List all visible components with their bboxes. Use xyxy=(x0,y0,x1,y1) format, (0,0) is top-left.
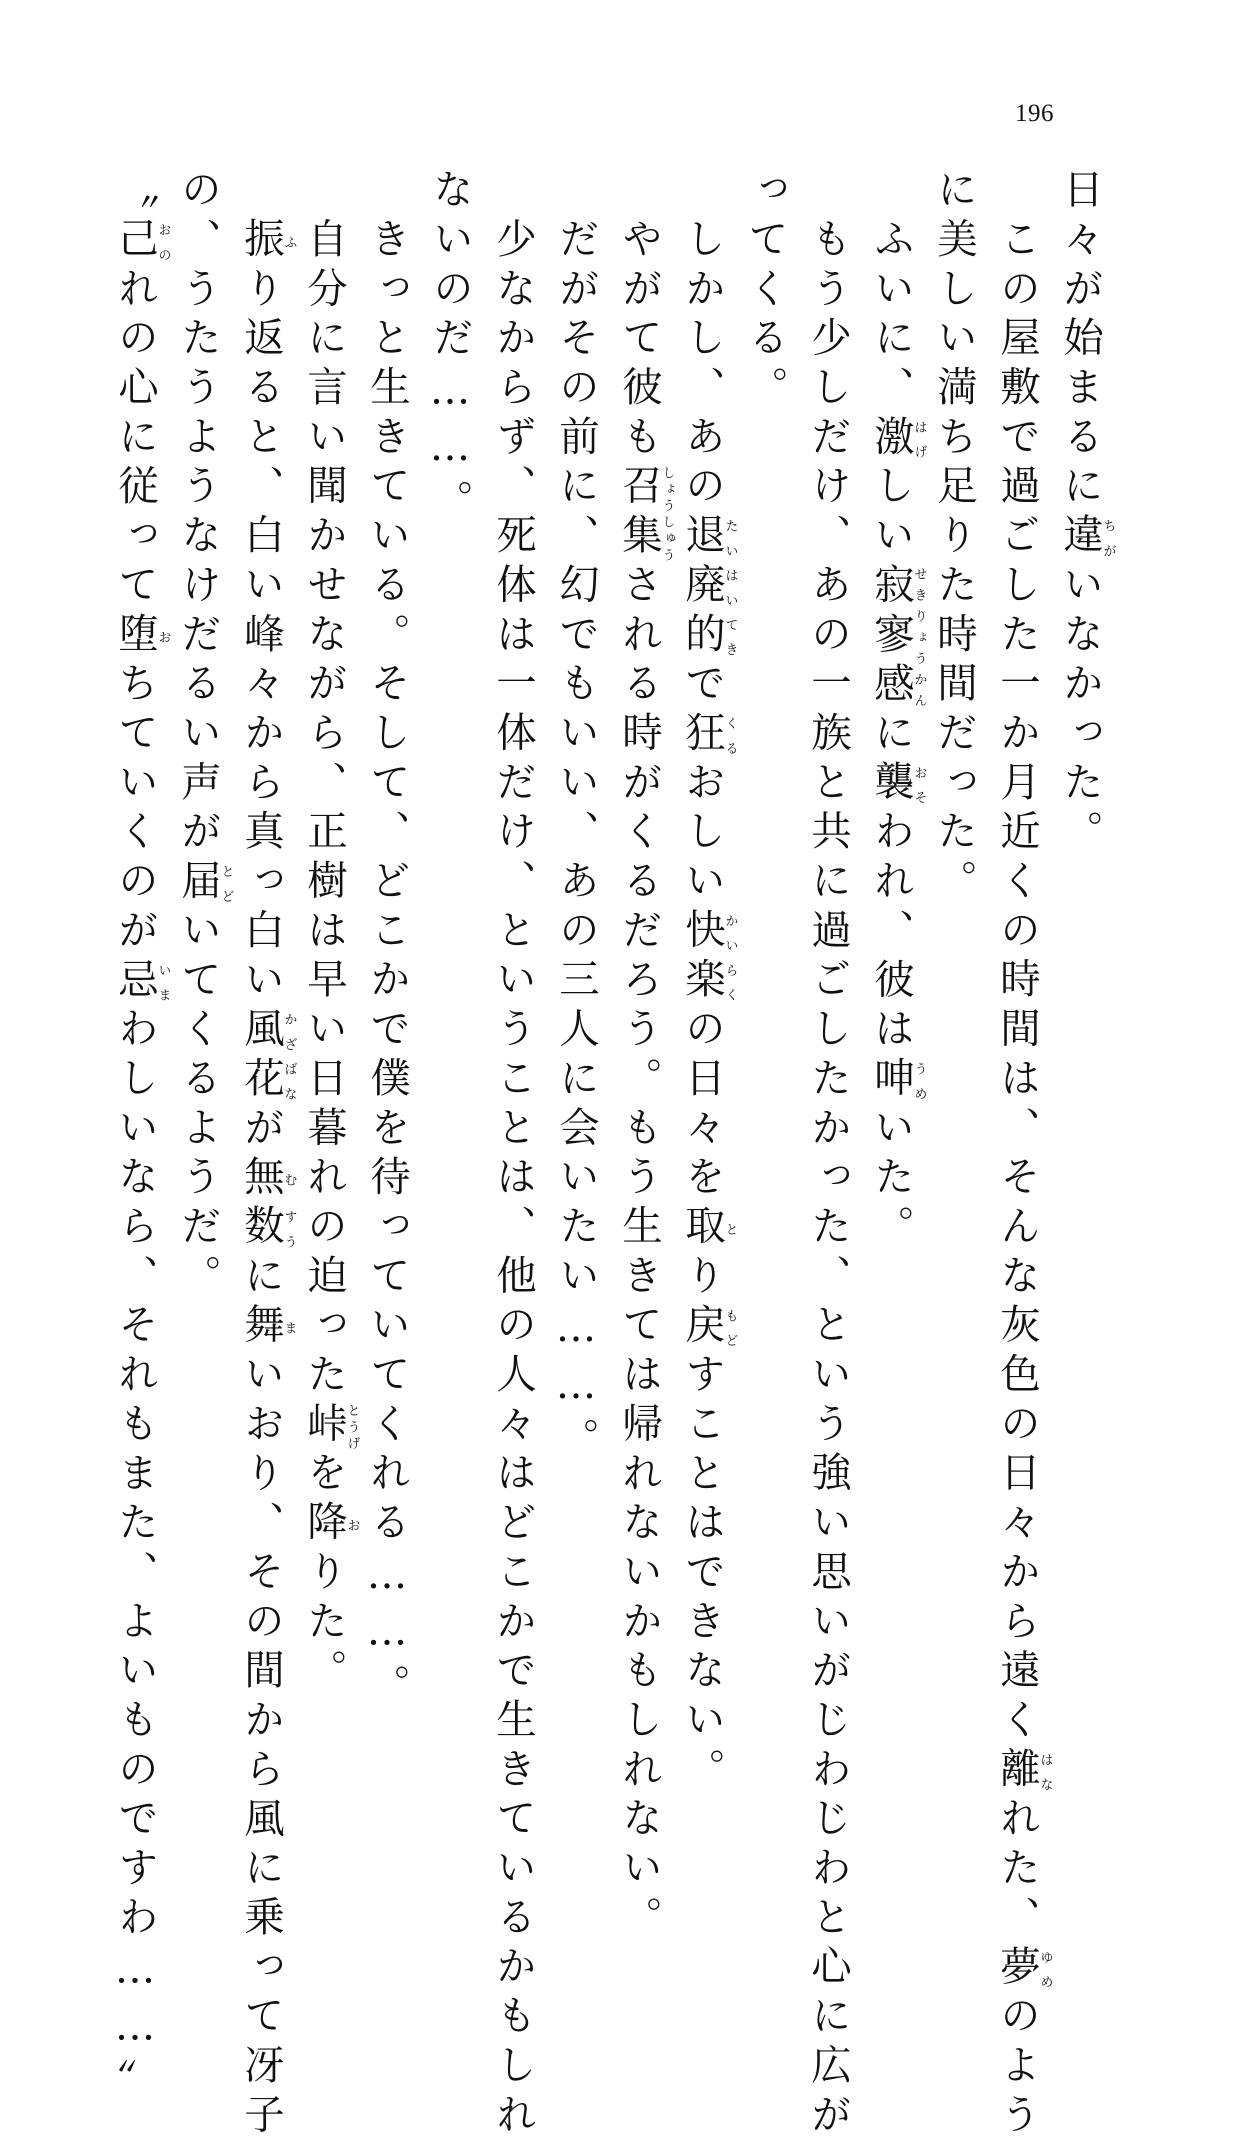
ruby-yume: ゆめ xyxy=(1037,1944,1053,1994)
text-line-3: に美しい満ち足りた時間だった。 xyxy=(930,168,978,909)
ruby-taihaiteki: たいはいてき xyxy=(722,513,738,662)
text-line-16: 〝己おのれの心に従って堕おちていくのが忌いまわしいなら、それもまた、よいものですわ……〟 xyxy=(111,168,171,2108)
ruby-ochi: お xyxy=(155,612,171,662)
ruby-to: と xyxy=(722,1204,738,1254)
text-line-15: の、うたうようなけだるい声が届とどいてくるようだ。 xyxy=(174,168,234,1304)
ruby-chigai: ちが xyxy=(1100,513,1116,563)
page-number: 196 xyxy=(1015,100,1054,127)
ruby-hanare: はな xyxy=(1037,1747,1053,1797)
ruby-kairaku: かいらく xyxy=(722,908,738,1007)
text-line-12: きっと生きている。そして、どこかで僕を待っていてくれる……。 xyxy=(363,168,411,1713)
ruby-todo: とど xyxy=(218,858,234,909)
text-line-14: 振ふり返ると、白い峰々から真っ白い風花かざばなが無む数すうに舞まいおり、その間から風に乗って冴子 xyxy=(237,217,297,2142)
ruby-kuru: くる xyxy=(722,710,738,761)
text-line-7: しかし、あの退廃的たいはいてきで狂くるおしい快楽かいらくの日々を取とり戻もどすことはできない。 xyxy=(678,168,738,1797)
text-line-8: やがて彼も召集しょうしゅうされる時がくるだろう。もう生きては帰れないかもしれない。 xyxy=(615,168,675,1945)
ruby-hage: はげ xyxy=(911,414,927,465)
ruby-ume: うめ xyxy=(911,1056,927,1106)
text-line-10: 少なからず、死体は一体だけ、ということは、他の人々はどこかで生きているかもしれ xyxy=(489,168,537,2142)
text-line-13: 自分に言い聞かせながら、正樹は早い日暮れの迫った峠とうげを降おりた。 xyxy=(300,168,360,1698)
ruby-fu: ふ xyxy=(281,217,297,267)
ruby-ma: ま xyxy=(281,1303,297,1353)
text-line-2: この屋敷で過ごした一か月近くの時間は、そんな灰色の日々から遠く離はなれた、夢ゆめのよう xyxy=(993,168,1053,2142)
text-line-11: ないのだ……。 xyxy=(426,168,474,529)
text-line-4: ふいに、激はげしい寂寥感せきりょうかんに襲おそわれ、彼は呻うめいた。 xyxy=(867,168,927,1254)
ruby-kazabana: かざばな xyxy=(281,1006,297,1106)
text-line-1: 日々が始まるに違ちがいなかった。 xyxy=(1056,168,1116,859)
ruby-suu: すう xyxy=(281,1204,297,1254)
ruby-mu: む xyxy=(281,1155,297,1205)
text-line-9: だがその前に、幻でもいい、あの三人に会いたい……。 xyxy=(552,168,600,1467)
ruby-ima: いま xyxy=(155,957,171,1007)
text-line-5: もう少しだけ、あの一族と共に過ごしたかった、という強い思いがじわじわと心に広が xyxy=(804,168,852,2142)
text-line-6: ってくる。 xyxy=(741,168,789,415)
ruby-modo: もど xyxy=(722,1303,738,1353)
ruby-shoushuu: しょうしゅう xyxy=(659,464,675,563)
ruby-oso: おそ xyxy=(911,760,927,810)
ruby-ono: おの xyxy=(155,217,171,267)
ruby-ori: お xyxy=(344,1500,360,1550)
ruby-touge: とうげ xyxy=(344,1401,360,1452)
ruby-sekiryoukan: せきりょうかん xyxy=(911,562,927,711)
